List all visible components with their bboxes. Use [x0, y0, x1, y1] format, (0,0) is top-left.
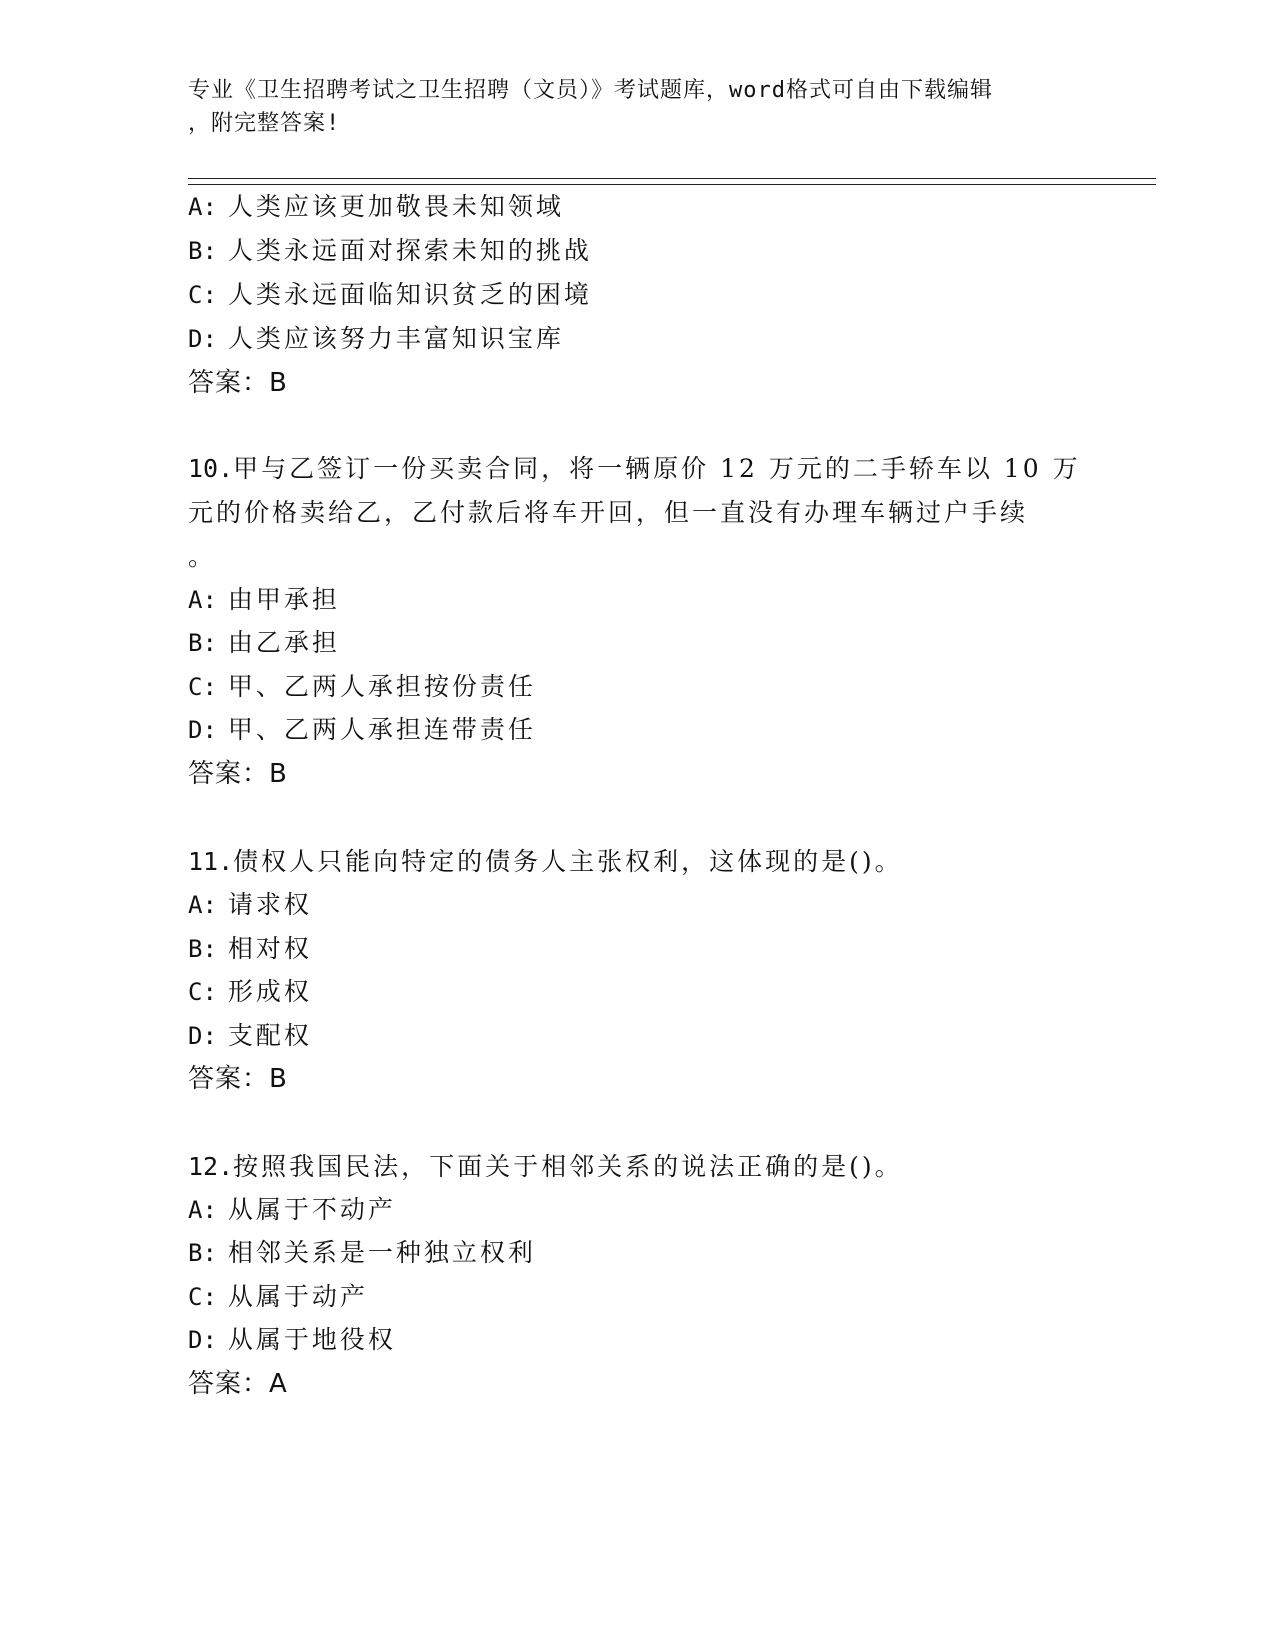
option-text: 人类永远面临知识贫乏的困境 [227, 280, 592, 309]
q10-option-b [188, 626, 340, 660]
q10-stem-line-2: 元的价格卖给乙，乙付款后将车开回，但一直没有办理车辆过户手续 [188, 498, 1029, 527]
option-text: 从属于地役权 [227, 1325, 396, 1354]
option-text: 请求权 [227, 890, 312, 919]
q12-option-b [188, 1236, 536, 1270]
document-header [188, 74, 1078, 140]
q9-option-c [188, 278, 592, 312]
q12-stem [188, 1150, 903, 1184]
option-letter: C: [188, 978, 217, 1006]
q11-answer: 答案：B [188, 1064, 288, 1094]
option-text: 人类应该努力丰富知识宝库 [227, 324, 564, 353]
option-letter: A: [188, 891, 217, 919]
q10-stem-line-3: 。 [188, 542, 217, 571]
q12-option-c [188, 1280, 368, 1314]
option-text: 甲、乙两人承担按份责任 [227, 672, 536, 701]
option-text: 相邻关系是一种独立权利 [227, 1238, 536, 1267]
q9-option-b [188, 234, 592, 268]
option-text: 人类应该更加敬畏未知领域 [227, 192, 564, 221]
option-text: 人类永远面对探索未知的挑战 [227, 236, 592, 265]
option-letter: B: [188, 237, 217, 265]
option-text: 从属于动产 [227, 1282, 368, 1311]
header-divider-top [188, 178, 1156, 179]
option-letter: A: [188, 1196, 217, 1224]
option-text: 由甲承担 [227, 585, 340, 614]
header-subtitle-line: ，附完整答案! [188, 111, 341, 136]
q10-option-d [188, 713, 536, 747]
option-letter: B: [188, 1239, 217, 1267]
q9-answer: 答案：B [188, 368, 288, 398]
q9-option-a [188, 190, 564, 224]
option-letter: C: [188, 281, 217, 309]
q11-stem [188, 845, 903, 879]
option-letter: B: [188, 629, 217, 657]
q10-option-c [188, 670, 536, 704]
q12-option-a [188, 1193, 396, 1227]
q11-option-b [188, 932, 312, 966]
option-text: 相对权 [227, 934, 312, 963]
question-text: 按照我国民法，下面关于相邻关系的说法正确的是()。 [233, 1152, 903, 1181]
question-text: 甲与乙签订一份买卖合同，将一辆原价 12 万元的二手轿车以 10 万 [233, 454, 1081, 483]
option-letter: A: [188, 586, 217, 614]
option-text: 从属于不动产 [227, 1195, 396, 1224]
option-letter: D: [188, 325, 217, 353]
question-text: 债权人只能向特定的债务人主张权利，这体现的是()。 [233, 847, 903, 876]
q11-option-c [188, 975, 312, 1009]
option-letter: D: [188, 1022, 217, 1050]
q10-answer: 答案：B [188, 759, 288, 789]
option-letter: A: [188, 193, 217, 221]
option-letter: B: [188, 935, 217, 963]
question-number: 11. [188, 847, 234, 876]
option-text: 甲、乙两人承担连带责任 [227, 715, 536, 744]
option-letter: C: [188, 1283, 217, 1311]
option-letter: C: [188, 673, 217, 701]
question-number: 10. [188, 454, 234, 483]
q10-stem-line-1 [188, 452, 1081, 486]
q10-option-a [188, 583, 340, 617]
q12-answer: 答案：A [188, 1369, 288, 1399]
header-divider-bottom [188, 184, 1156, 185]
option-text: 由乙承担 [227, 628, 340, 657]
q9-option-d [188, 322, 564, 356]
question-number: 12. [188, 1152, 234, 1181]
option-letter: D: [188, 716, 217, 744]
q11-option-d [188, 1019, 312, 1053]
q11-option-a [188, 888, 312, 922]
option-letter: D: [188, 1326, 217, 1354]
header-title-line: 专业《卫生招聘考试之卫生招聘（文员）》考试题库，word格式可自由下载编辑 [188, 78, 993, 103]
q12-option-d [188, 1323, 396, 1357]
option-text: 支配权 [227, 1021, 312, 1050]
option-text: 形成权 [227, 977, 312, 1006]
